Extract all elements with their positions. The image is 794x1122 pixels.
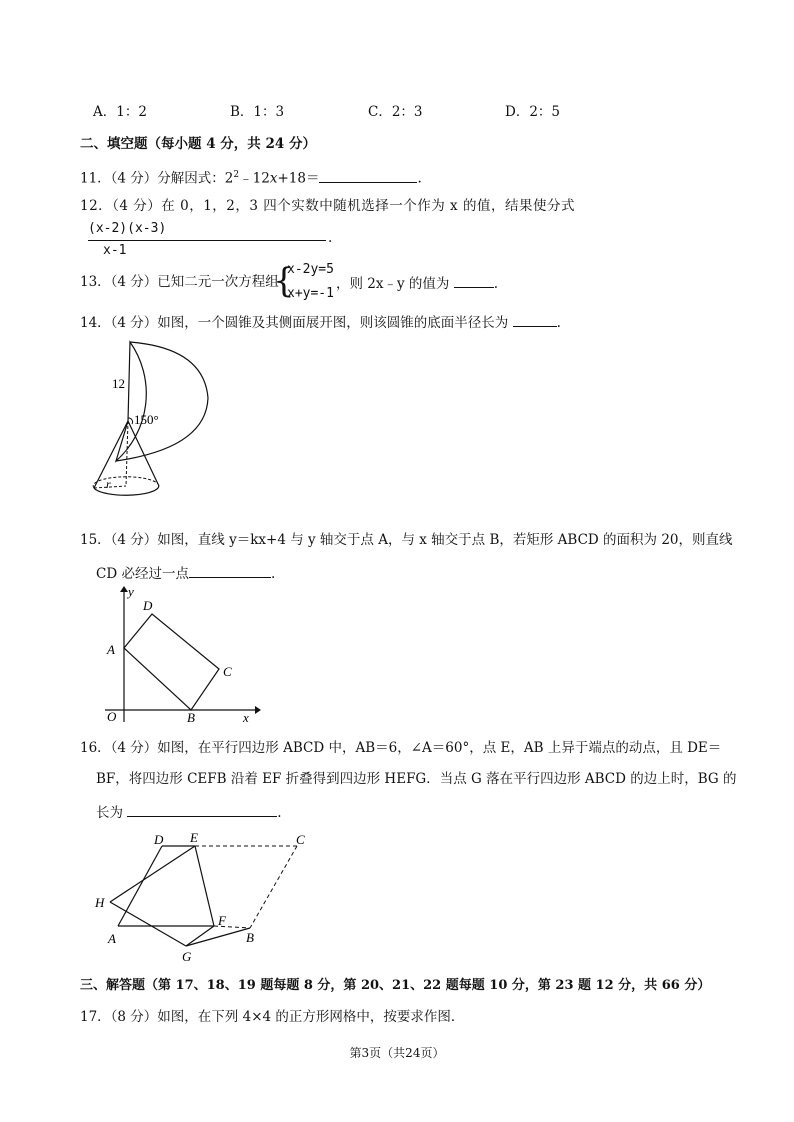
label-x: x xyxy=(243,710,249,724)
label-12: 12 xyxy=(112,376,125,391)
question-11 xyxy=(80,166,422,188)
q12-answer-blank[interactable] xyxy=(191,240,326,241)
label-g: G xyxy=(182,949,192,963)
side-eh xyxy=(110,846,195,902)
option-a: A．1：2 xyxy=(93,104,147,120)
q13-answer-blank[interactable] xyxy=(454,273,494,288)
q13-post xyxy=(336,273,498,293)
q13-end: . xyxy=(493,276,499,292)
q15-line2-text: CD 必经过一点 xyxy=(96,566,189,582)
q15-answer-blank[interactable] xyxy=(189,563,271,578)
side-hg xyxy=(110,902,186,946)
label-r: r xyxy=(106,477,111,491)
label-e: E xyxy=(190,830,198,845)
side-cb-dashed xyxy=(250,846,297,928)
label-a: A xyxy=(108,931,116,946)
q13-prefix: 13．（4 分）已知二元一次方程组 xyxy=(80,274,279,290)
x-axis-arrow xyxy=(255,706,261,714)
q12-fraction-bar xyxy=(88,240,191,241)
q12-denominator: x-1 xyxy=(103,243,127,258)
q13-post-text: ，则 2x﹣y 的值为 xyxy=(336,276,450,292)
label-h: H xyxy=(95,895,105,910)
rectangle-coordinate-figure xyxy=(95,584,265,724)
label-f: F xyxy=(218,913,226,928)
rectangle-abcd xyxy=(124,614,219,710)
label-b: B xyxy=(187,710,195,724)
section-3-title: 三、解答题（第 17、18、19 题每题 8 分，第 20、21、22 题每题 10 分，第 23 题 12 分，共 66 分） xyxy=(80,978,711,993)
question-14 xyxy=(80,312,561,332)
question-15-line2 xyxy=(96,563,275,583)
q14-answer-blank[interactable] xyxy=(513,312,557,327)
cone-base-front xyxy=(94,484,159,495)
q11-end: . xyxy=(417,170,422,187)
q13-eq2: x+y=-1 xyxy=(287,286,334,301)
label-b: B xyxy=(246,930,254,945)
section-2-title: 二、填空题（每小题 4 分，共 24 分） xyxy=(80,136,316,152)
cone-height xyxy=(126,421,128,486)
q16-answer-blank[interactable] xyxy=(127,802,277,817)
q14-text: 14．（4 分）如图，一个圆锥及其侧面展开图，则该圆锥的底面半径长为 xyxy=(80,315,509,331)
q16-line3-text: 长为 xyxy=(96,805,123,821)
label-o: O xyxy=(107,709,117,724)
question-16-line1: 16．（4 分）如图，在平行四边形 ABCD 中，AB＝6，∠A＝60°，点 E，AB 上异于端点的动点，且 DE＝ xyxy=(80,740,722,756)
q12-end: . xyxy=(328,230,333,246)
q13-brace: { xyxy=(273,261,295,301)
label-a: A xyxy=(107,642,115,657)
question-16-line3 xyxy=(96,802,282,822)
label-d: D xyxy=(154,832,164,847)
page-footer: 第3页（共24页） xyxy=(349,1046,445,1060)
q11-exponent: 2 xyxy=(233,170,240,180)
q16-end: . xyxy=(277,805,282,821)
cone-figure xyxy=(86,338,216,508)
question-12-line1: 12．（4 分）在 0，1，2，3 四个实数中随机选择一个作为 x 的值，结果使分式 xyxy=(80,198,575,214)
question-16-line2: BF，将四边形 CEFB 沿着 EF 折叠得到四边形 HEFG．当点 G 落在平行四边形 ABCD 的边上时，BG 的 xyxy=(96,771,737,787)
side-gf xyxy=(186,926,214,946)
option-c: C．2：3 xyxy=(368,104,423,120)
label-y: y xyxy=(128,584,134,599)
side-ad xyxy=(118,846,162,926)
q11-rest: ﹣12 xyxy=(239,170,270,187)
q11-x: x xyxy=(269,170,278,187)
question-15-line1: 15．（4 分）如图，直线 y＝kx+4 与 y 轴交于点 A，与 x 轴交于点 B，若矩形 ABCD 的面积为 20，则直线 xyxy=(80,532,733,548)
y-axis-arrow xyxy=(120,586,128,592)
parallelogram-figure xyxy=(90,828,320,963)
fold-line-ef xyxy=(195,846,214,926)
option-d: D．2：5 xyxy=(505,104,561,120)
q13-eq1: x-2y=5 xyxy=(287,262,334,277)
q11-num: 11．（4 分）分解因式：2 xyxy=(80,170,234,187)
sector-outline xyxy=(116,342,146,461)
label-d: D xyxy=(143,598,153,613)
q12-numerator: (x-2)(x-3) xyxy=(88,221,167,236)
label-c: C xyxy=(296,832,305,847)
option-b: B．1：3 xyxy=(230,104,285,120)
q11-answer-blank[interactable] xyxy=(319,168,417,183)
segment-gb xyxy=(186,928,250,946)
q15-end: . xyxy=(270,566,276,582)
q14-end: . xyxy=(556,315,561,331)
label-angle: 150° xyxy=(134,412,159,427)
label-c: C xyxy=(223,664,232,679)
q11-tail: +18＝ xyxy=(277,170,320,187)
question-17: 17．（8 分）如图，在下列 4×4 的正方形网格中，按要求作图． xyxy=(80,1009,465,1025)
